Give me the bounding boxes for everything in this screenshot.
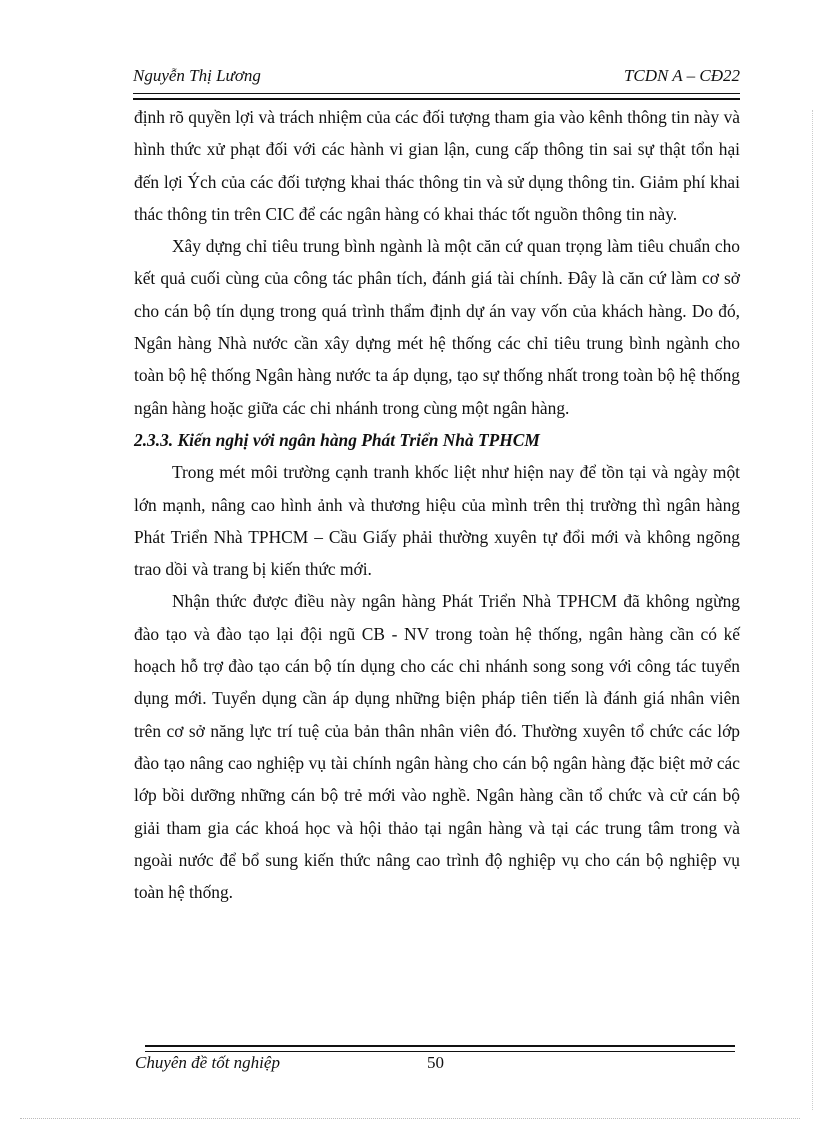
paragraph-2: Xây dựng chỉ tiêu trung bình ngành là một căn cứ quan trọng làm tiêu chuẩn cho kết quả cuối cùng của công tác phân tích, đánh giá tài chính. Đây là căn cứ làm cơ sở cho cán bộ tín dụng trong quá trình thẩm định dự án vay vốn của khách hàng. Do đó, Ngân hàng Nhà nước cần xây dựng mét hệ thống các chỉ tiêu trung bình ngành cho toàn bộ hệ thống Ngân hàng nước ta áp dụng, tạo sự thống nhất trong toàn bộ hệ thống ngân hàng hoặc giữa các chi nhánh trong cùng một ngân hàng. [134, 236, 740, 418]
paragraph-4: Nhận thức được điều này ngân hàng Phát Triển Nhà TPHCM đã không ngừng đào tạo và đào tạo lại đội ngũ CB - NV trong toàn hệ thống, ngân hàng cần có kế hoạch hỗ trợ đào tạo cán bộ tín dụng cho các chi nhánh song song với công tác tuyển dụng mới. Tuyển dụng cần áp dụng những biện pháp tiên tiến là đánh giá nhân viên trên cơ sở năng lực trí tuệ của bản thân nhân viên đó. Thường xuyên tổ chức các lớp đào tạo nâng cao nghiệp vụ tài chính ngân hàng cho cán bộ ngân hàng đặc biệt mở các lớp bồi dưỡng những cán bộ trẻ mới vào nghề. Ngân hàng cần tổ chức và cử cán bộ giải tham gia các khoá học và hội thảo tại ngân hàng và tại các trung tâm trong và ngoài nước để bổ sung kiến thức nâng cao trình độ nghiệp vụ cho cán bộ nghiệp vụ toàn hệ thống. [134, 591, 740, 903]
page-header [133, 66, 740, 90]
footer-divider [145, 1045, 735, 1052]
page-edge-bottom [20, 1118, 800, 1119]
header-divider [133, 93, 740, 100]
header-author: Nguyễn Thị Lương [133, 66, 261, 85]
footer-label: Chuyên đề tốt nghiệp [135, 1053, 280, 1072]
paragraph-3: Trong mét môi trường cạnh tranh khốc liệt như hiện nay để tồn tại và ngày một lớn mạnh, nâng cao hình ảnh và thương hiệu của mình trên thị trường thì ngân hàng Phát Triển Nhà TPHCM – Cầu Giấy phải thường xuyên tự đổi mới và không ngõng trao dồi và trang bị kiến thức mới. [134, 462, 740, 580]
page-edge-right [812, 110, 813, 1110]
paragraph-1: định rõ quyền lợi và trách nhiệm của các đối tượng tham gia vào kênh thông tin này và hình thức xử phạt đối với các hành vi gian lận, cung cấp thông tin sai sự thật tổn hại đến lợi Ých của các đối tượng khai thác thông tin và sử dụng thông tin. Giảm phí khai thác thông tin trên CIC để các ngân hàng có khai thác tốt nguồn thông tin này. [134, 107, 740, 224]
document-body [134, 101, 740, 908]
page-number: 50 [427, 1053, 444, 1072]
header-class-code: TCDN A – CĐ22 [623, 66, 740, 85]
section-heading: 2.3.3. Kiến nghị với ngân hàng Phát Triển Nhà TPHCM [134, 429, 540, 450]
